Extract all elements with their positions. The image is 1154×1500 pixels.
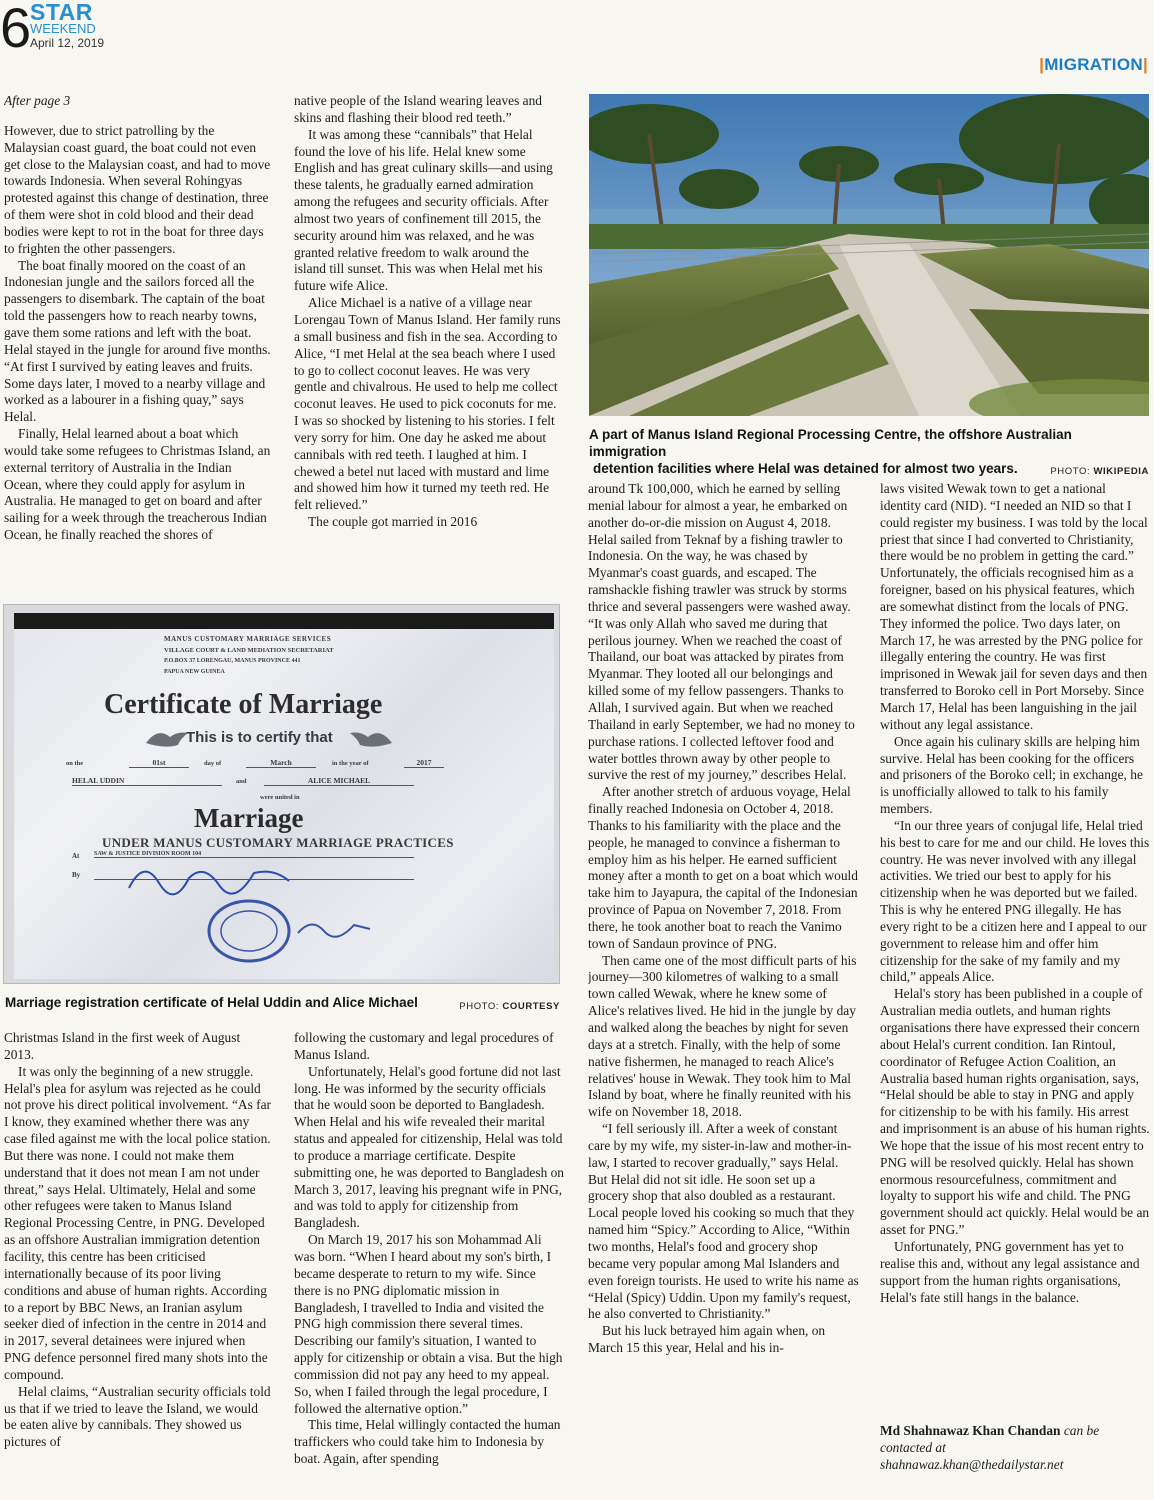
paragraph: After another stretch of arduous voyage, Helal finally reached Indonesia on October 4, 2018. Thanks to his familiarity with the place and the people, he managed to convince a fisherman to employ him as his helper. He earned sufficient money after a month to get on a boat which would take him to Jayapura, the capital of the Indonesian province of Papua on November 7, 2018. From there, he took another boat to reach the Vanimo town of Sandaun province of PNG.: [588, 784, 858, 951]
paragraph: It was only the beginning of a new struggle. Helal's plea for asylum was rejected as he could not prove his direct political involvement. “As far I know, they examined whether there was any case filed against me with the local police station. But there was none. I could not make them understand that it does not mean I am not under threat,” says Helal. Ultimately, Helal and some other refugees were taken to Manus Island Regional Processing Centre, in PNG. Developed as an offshore Australian immigration detention facility, this centre has been criticised internationally because of its poor living conditions and abuse of human rights. According to a report by BBC News, an Iranian asylum seeker died of infection in the centre in 2014 and in 2017, several detainees were injured when PNG defence personnel fired many shots into the compound.: [4, 1063, 271, 1382]
article-column-4: [880, 481, 1150, 1421]
cert-at-label: At: [72, 852, 80, 860]
cert-org-line-3: P.O.BOX 37 LORENGAU, MANUS PROVINCE 441: [164, 658, 301, 664]
cert-practices: UNDER MANUS CUSTOMARY MARRIAGE PRACTICES: [102, 835, 454, 850]
section-bar-right: |: [1142, 55, 1148, 74]
manus-centre-photo: [589, 94, 1149, 416]
paragraph: native people of the Island wearing leaves and skins and flashing their blood red teeth.”: [294, 93, 543, 125]
paragraph: Unfortunately, PNG government has yet to realise this and, without any legal assistance and support from the human rights organisations, Helal's fate still hangs in the balance.: [880, 1238, 1140, 1305]
paragraph: This time, Helal willingly contacted the human traffickers who could take him to Indonesia by boat. Again, after spending: [294, 1417, 561, 1467]
paragraph: Finally, Helal learned about a boat which would take some refugees to Christmas Island, an external territory of Australia in the Indian Ocean, where they could apply for asylum in Australia. He managed to get on board and after sailing for a week through the treacherous Indian Ocean, he finally reached the shores of: [4, 426, 271, 543]
article-column-2-top: [294, 93, 563, 598]
credit-label: PHOTO:: [1050, 466, 1091, 477]
paragraph: But his luck betrayed him again when, on March 15 this year, Helal and his in-: [588, 1323, 826, 1356]
paragraph: Helal's story has been published in a couple of Australian media outlets, and human rights organisations there have expressed their concern about Helal's current condition. Ian Rintoul, coordinator of Refugee Action Coalition, an Australia based human rights organisation, says, “Helal should be able to stay in PNG and apply for citizenship to be with his family. His arrest and imprisonment is an abuse of his human rights. We hope that the issue of his most recent entry to PNG will be resolved quickly. Helal has shown enormous resourcefulness, commitment and loyalty to support his wife and child. The PNG government should act quickly. Helal would be an asset for PNG.”: [880, 986, 1150, 1238]
cert-org-line-4: PAPUA NEW GUINEA: [164, 669, 225, 675]
article-column-3: [588, 481, 859, 1498]
tents-illustration: [589, 94, 1149, 416]
paragraph: laws visited Wewak town to get a national identity card (NID). “I needed an NID so that I could register my business. I was told by the local priest that since I had converted to Christianity, there would be no problem in getting the card.” Unfortunately, the officials recognised him as a foreigner, based on his physical features, which are somewhat distinct from the locals of PNG. They informed the police. Two days later, on March 17, he was arrested by the PNG police for illegally entering the country. He was first imprisoned in Wewak jail for seven days and then transferred to Boroko cell in Port Morseby. Since March 17, Helal has been languishing in the jail without any legal assistance.: [880, 481, 1148, 732]
cert-day-value: 01st: [129, 758, 189, 768]
credit-source: COURTESY: [502, 1001, 560, 1012]
marriage-certificate-photo: [3, 604, 560, 984]
masthead: [30, 1, 104, 49]
cert-org-line-2: VILLAGE COURT & LAND MEDIATION SECRETARIAT: [164, 647, 334, 654]
certificate-caption-row: [5, 994, 562, 1011]
cert-on-the: on the: [66, 760, 84, 767]
credit-label: PHOTO:: [459, 1001, 500, 1012]
signature-scribble: [294, 913, 374, 943]
paragraph: The couple got married in 2016: [308, 514, 478, 530]
author-byline: [880, 1422, 1150, 1473]
paragraph: The boat finally moored on the coast of an Indonesian jungle and the sailors forced all the passengers to disembark. The captain of the boat told the passengers how to reach nearby towns, gave them some rations and left with the boat. Helal stayed in the jungle for around five months. “At first I survived by eating leaves and fruits. Some days later, I moved to a nearby village and worked as a labourer in a fishing quay,” says Helal.: [4, 257, 271, 425]
top-photo-caption: [589, 426, 1151, 477]
page-number: 6: [0, 0, 32, 59]
author-name: Md Shahnawaz Khan Chandan: [880, 1423, 1061, 1438]
cert-by-label: By: [72, 871, 81, 879]
paragraph: However, due to strict patrolling by the Malaysian coast guard, the boat could not even get close to the Malaysian coast, and had to move towards Indonesia. When several Rohingyas protested against this change of destination, three of them were shot in cold blood and their dead bodies were kept to rot in the boat for three days to frighten the other passengers.: [4, 122, 271, 256]
paragraph: Then came one of the most difficult parts of his journey—300 kilometres of walking to a small town called Wewak, where he knew some of Alice's relatives lived. He hid in the jungle by day and walked along the beaches by night for seven days at a stretch. Finally, with the help of some native fishermen, he managed to reach Alice's relatives' house in Wewak. They took him to Mal Island by boat, where he finally reunited with his wife on November 18, 2018.: [588, 952, 857, 1120]
cert-groom: HELAL UDDIN: [72, 776, 222, 786]
cert-in-the-year: in the year of: [332, 760, 369, 767]
article-column-1-top: [4, 93, 272, 598]
paragraph: “I fell seriously ill. After a week of constant care by my wife, my sister-in-law and mother-in-law, I started to recover gradually,” says Helal. But Helal did not sit idle. He soon set up a grocery shop that also doubled as a restaurant. Local people loved his cooking so much that they named him “Spicy.” According to Alice, “Within two months, Helal's food and grocery shop became very popular among Mal Islanders and even foreign tourists. He used to write his name as “Helal (Spicy) Uddin. Upon my family's request, he also converted to Christianity.”: [588, 1121, 859, 1322]
article-column-1-bottom: [4, 1030, 272, 1498]
cert-certify: This is to certify that: [186, 729, 333, 746]
official-seal-stamp: [204, 895, 294, 965]
author-contact-label: can be contacted at: [880, 1423, 1100, 1455]
certificate-caption: Marriage registration certificate of Helal Uddin and Alice Michael: [5, 995, 418, 1010]
paragraph: Alice Michael is a native of a village near Lorengau Town of Manus Island. Her family runs a small business and fish in the sea. According to Alice, “I met Helal at the sea beach where I used to go to collect coconut leaves. He was very gentle and chivalrous. He used to help me collect coconut leaves. He used to pick coconuts for me. I was so shocked by listening to his stories. I felt very sorry for him. One day he asked me about cannibals with red teeth. I laughed at him. I chewed a betel nut laced with mustard and lime and showed him how it turned my teeth red. He felt relieved.”: [294, 295, 561, 513]
issue-date: April 12, 2019: [30, 36, 105, 50]
cert-month-value: March: [246, 758, 316, 768]
article-column-2-bottom: [294, 1030, 564, 1498]
section-name: MIGRATION: [1044, 55, 1143, 74]
certificate-document: [14, 613, 554, 979]
dove-icon: [346, 725, 396, 751]
author-email[interactable]: shahnawaz.khan@thedailystar.net: [880, 1457, 1064, 1472]
section-label: [1039, 55, 1148, 75]
cert-and: and: [236, 778, 247, 785]
paragraph: “In our three years of conjugal life, Helal tried his best to care for me and our child. He loves this country. He was never involved with any illegal activities. We tried our best to apply for his citizenship when he was deported but we failed. This is why he entered PNG illegally. He has every right to be a citizen here and I appeal to our government to release him and offer him citizenship for the sake of my family and my child,” appeals Alice.: [880, 817, 1150, 985]
credit-source: WIKIPEDIA: [1093, 466, 1149, 477]
paragraph: Once again his culinary skills are helping him survive. Helal has been cooking for the officers and prisoners of the Boroko cell; in exchange, he is unofficially allowed to talk to his family members.: [880, 733, 1143, 817]
cert-year-value: 2017: [404, 758, 444, 768]
cert-title: Certificate of Marriage: [104, 689, 383, 720]
cert-united: were united in: [260, 794, 300, 801]
caption-line-2: detention facilities where Helal was detained for almost two years.: [593, 461, 1018, 476]
caption-line-1: A part of Manus Island Regional Processing Centre, the offshore Australian immigration: [589, 427, 1072, 459]
paragraph: Christmas Island in the first week of August 2013.: [4, 1030, 241, 1062]
paragraph: It was among these “cannibals” that Helal found the love of his life. Helal knew some English and has great culinary skills—and using these talents, he gradually earned admiration among the refugees and security officials. After almost two years of confinement till 2015, the security around him was relaxed, and he was granted relative freedom to walk around the island till sunset. This was when Helal met his future wife Alice.: [294, 126, 553, 294]
photo-credit: [1050, 463, 1149, 480]
photo-credit: [459, 998, 560, 1015]
paragraph: On March 19, 2017 his son Mohammad Ali was born. “When I heard about my son's birth, I became desperate to return to my wife. Since there is no PNG diplomatic mission in Bangladesh, I travelled to India and visited the PNG high commission there several times. Describing our family's situation, I wanted to apply for citizenship or obtain a visa. But the high commission did not pay any heed to my appeal. So, when I failed through the legal procedure, I followed the alternative option.”: [294, 1232, 563, 1416]
cert-marriage: Marriage: [194, 803, 304, 833]
edition-label: WEEKEND: [30, 21, 96, 36]
paragraph: following the customary and legal procedures of Manus Island.: [294, 1030, 554, 1062]
dove-icon: [142, 725, 192, 751]
brand-logo: STAR: [30, 0, 93, 25]
paragraph: Helal claims, “Australian security officials told us that if we tried to leave the Island, we would be eaten alive by cannibals. They showed us pictures of: [4, 1383, 271, 1450]
cert-org-line-1: MANUS CUSTOMARY MARRIAGE SERVICES: [164, 635, 332, 643]
paragraph: around Tk 100,000, which he earned by selling menial labour for almost a year, he embarked on another do-or-die mission on August 4, 2018. Helal sailed from Teknaf by a fishing trawler to Indonesia. On the way, he was chased by Myanmar's coast guards, and escaped. The ramshackle fishing trawler was struck by storms thrice and several passengers were washed away. “It was only Allah who saved me during that perilous journey. When we reached the coast of Thailand, our boat was attacked by pirates from Myanmar. They looted all our belongings and killed some of my fellow passengers. Thanks to Allah, I survived again. But when we reached Thailand in early September, we had no money to purchase rations. I collected leftover food and water bottles thrown away by other people to survive the rest of my journey,” describes Helal.: [588, 481, 855, 783]
cert-at-value: SAW & JUSTICE DIVISION ROOM 104: [94, 851, 414, 858]
cert-day-of: day of: [204, 760, 222, 767]
cert-bride: ALICE MICHAEL: [264, 776, 414, 786]
kicker: After page 3: [4, 93, 71, 108]
paragraph: Unfortunately, Helal's good fortune did not last long. He was informed by the security officials that he would soon be deported to Bangladesh. When Helal and his wife revealed their marital status and appealed for citizenship, Helal was told to produce a marriage certificate. Despite submitting one, he was deported to Bangladesh on March 3, 2017, leaving his pregnant wife in PNG, and was told to apply for citizenship from Bangladesh.: [294, 1063, 564, 1231]
section-bar-left: |: [1039, 55, 1045, 74]
